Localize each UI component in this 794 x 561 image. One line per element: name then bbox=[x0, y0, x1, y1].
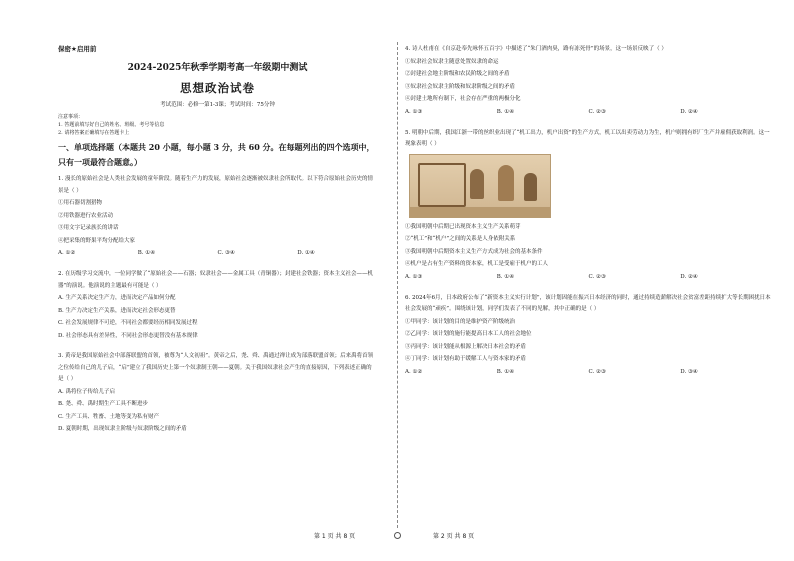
statement-option: ②用铁器进行农业活动 bbox=[58, 212, 114, 219]
question-5 bbox=[405, 128, 772, 284]
exam-meta: 考试范围：必修一第1-3课；考试时间：75分钟 bbox=[160, 102, 275, 108]
choice-d: D. ②④ bbox=[680, 273, 698, 280]
choice-a: A. ①② bbox=[58, 250, 76, 256]
statement-option: ③我国明朝中后期资本主义生产方式成为社会的基本条件 bbox=[405, 248, 543, 255]
choice-c: C. ②③ bbox=[588, 108, 606, 115]
page-number-left: 第 1 页 共 8 页 bbox=[314, 533, 356, 540]
choice-a: A. ①② bbox=[405, 368, 423, 375]
question-3 bbox=[58, 351, 377, 436]
choice-b: B. ①④ bbox=[137, 250, 156, 256]
statement-option: ④机户是占有生产资料的资本家，机工是受雇于机户的工人 bbox=[405, 261, 549, 267]
statement-option: ④封建土地所有制下，社会存在严重的两极分化 bbox=[405, 96, 521, 102]
statement-option: ③用文字记录族长的讲话 bbox=[58, 225, 119, 231]
question-4 bbox=[405, 44, 772, 119]
question-stem: 6. 2024年6月，日本政府公布了“新资本主义实行计划”，该计划因能在振兴日本经济的同时，通过持续造薪解决社会贫富差距持续扩大等长期困扰日本社会发展的“顽疾”。围绕该计划，同学们发表了不同的见解，其中正确的是（ ） bbox=[405, 294, 771, 312]
statement-option: ①我国明朝中后期已出现资本主义生产关系萌芽 bbox=[405, 223, 521, 230]
floor-shape bbox=[410, 207, 550, 217]
question-1 bbox=[58, 174, 377, 260]
statement-option: ③丙同学：该计划能从根源上解决日本社会的矛盾 bbox=[405, 343, 527, 350]
choice-d: D. ②④ bbox=[680, 108, 698, 115]
answer-option: C. 生产工具、牲畜、土地等变为私有财产 bbox=[58, 413, 160, 420]
statement-option: ②封建社会地主阶级和农民阶级之间的矛盾 bbox=[405, 71, 510, 77]
notes bbox=[58, 113, 377, 137]
choice-c: C. ②③ bbox=[588, 368, 606, 375]
answer-option: D. 社会形态具有差异性，不同社会形态更替没有基本规律 bbox=[58, 332, 198, 339]
answer-option: B. 生产力决定生产关系，进而决定社会形态更替 bbox=[58, 307, 176, 314]
answer-choices bbox=[405, 366, 772, 379]
center-dot-icon bbox=[394, 532, 401, 539]
notes-item: 2. 请将答案正确填写在答题卡上 bbox=[58, 130, 130, 136]
answer-option: A. 禹将位子传给儿子启 bbox=[58, 388, 115, 395]
weaving-illustration bbox=[409, 154, 551, 218]
statement-option: ①甲同学：该计划的目的是维护资产阶级统治 bbox=[405, 318, 516, 325]
answer-option: B. 尧、舜、禹时期生产工具不断进步 bbox=[58, 401, 149, 407]
question-stem: 4. 诗人杜甫在《自京赴奉先咏怀五百字》中描述了“朱门酒肉臭，路有冻死骨”的场景，这一场景反映了（ ） bbox=[405, 46, 667, 52]
answer-choices bbox=[405, 106, 772, 119]
question-stem: 5. 明朝中后期，我国江浙一带的丝织业出现了“机工出力，机户出资”的生产方式，机工以出卖劳动力为生，机户则拥有织厂生产并雇佣获取利润。这一现象表明（ ） bbox=[405, 129, 770, 147]
answer-choices bbox=[58, 247, 377, 260]
answer-option: A. 生产关系决定生产力，进而决定产品如何分配 bbox=[58, 295, 176, 301]
statement-option: ①用石器切割猎物 bbox=[58, 200, 103, 206]
choice-c: C. ②③ bbox=[588, 273, 606, 280]
page-number-right: 第 2 页 共 8 页 bbox=[433, 533, 475, 540]
question-6 bbox=[405, 293, 772, 379]
answer-option: D. 夏朝时期，出现奴隶主阶级与奴隶阶级之间的矛盾 bbox=[58, 426, 187, 432]
statement-option: ②乙同学：该计划的施行能提高日本工人的社会地位 bbox=[405, 331, 532, 337]
choice-c: C. ③④ bbox=[217, 250, 235, 256]
subject-title: 思想政治试卷 bbox=[180, 81, 255, 95]
statement-option: ③奴隶社会奴隶主阶级和奴隶阶级之间的矛盾 bbox=[405, 83, 516, 90]
question-stem: 3. 黄帝是我国原始社会中部落联盟的首领，被尊为“人文初祖”。黄帝之后，尧、舜、禹通过禅让成为部落联盟首领；后来禹将首领之位传给自己的儿子启，“启”建立了我国历史上第一个奴隶制王朝——夏朝。关于我国奴隶社会产生的直接原因，下列表述正确的是（ ） bbox=[58, 353, 374, 382]
notes-item: 1. 答题前填写好自己的姓名、班级、考号等信息 bbox=[58, 122, 165, 128]
answer-option: C. 社会发展规律不可逆，不同社会都要经历相同发展过程 bbox=[58, 320, 198, 326]
choice-d: D. ③④ bbox=[680, 368, 698, 375]
figure-shape bbox=[524, 173, 537, 201]
loom-shape bbox=[418, 163, 466, 207]
exam-title: 2024-2025年秋季学期考高一年级期中测试 bbox=[127, 63, 308, 73]
question-2 bbox=[58, 269, 377, 342]
choice-b: B. ①④ bbox=[496, 368, 515, 375]
statement-option: ①奴隶社会奴隶主随意处置奴隶的命运 bbox=[405, 58, 499, 65]
statement-option: ④丁同学：该计划有助于缓解工人与资本家的矛盾 bbox=[405, 356, 527, 362]
section-heading: 一、单项选择题（本题共 20 小题，每小题 3 分，共 60 分。在每题列出的四个选项中，只有一项最符合题意。） bbox=[58, 142, 375, 167]
notes-heading: 注意事项： bbox=[58, 114, 84, 120]
question-stem: 2. 在历级学习交流中，一位同学做了“原始社会——石器；奴隶社会——金属工具（青铜器）；封建社会铁器；资本主义社会——机器”的演说。他演说的主题最有可能是（ ） bbox=[58, 271, 374, 289]
choice-a: A. ①③ bbox=[405, 273, 423, 280]
question-stem: 1. 漫长的原始社会是人类社会发展的童年阶段。随着生产力的发展，原始社会逐渐被奴隶社会所取代。以下符合原始社会历史的情景是（ ） bbox=[58, 176, 374, 194]
right-page bbox=[397, 0, 794, 561]
answer-choices bbox=[405, 271, 772, 284]
statement-option: ④把采集的野果平均分配给大家 bbox=[58, 237, 136, 244]
choice-b: B. ①④ bbox=[496, 108, 515, 115]
figure-shape bbox=[470, 169, 484, 199]
choice-d: D. ①④ bbox=[297, 250, 315, 256]
secret-label: 保密★启用前 bbox=[58, 45, 97, 53]
figure-shape bbox=[498, 165, 514, 201]
choice-a: A. ①③ bbox=[405, 108, 423, 115]
statement-option: ②“机工”和“机户”之间的关系是人身依附关系 bbox=[405, 236, 516, 242]
choice-b: B. ①④ bbox=[496, 273, 515, 280]
